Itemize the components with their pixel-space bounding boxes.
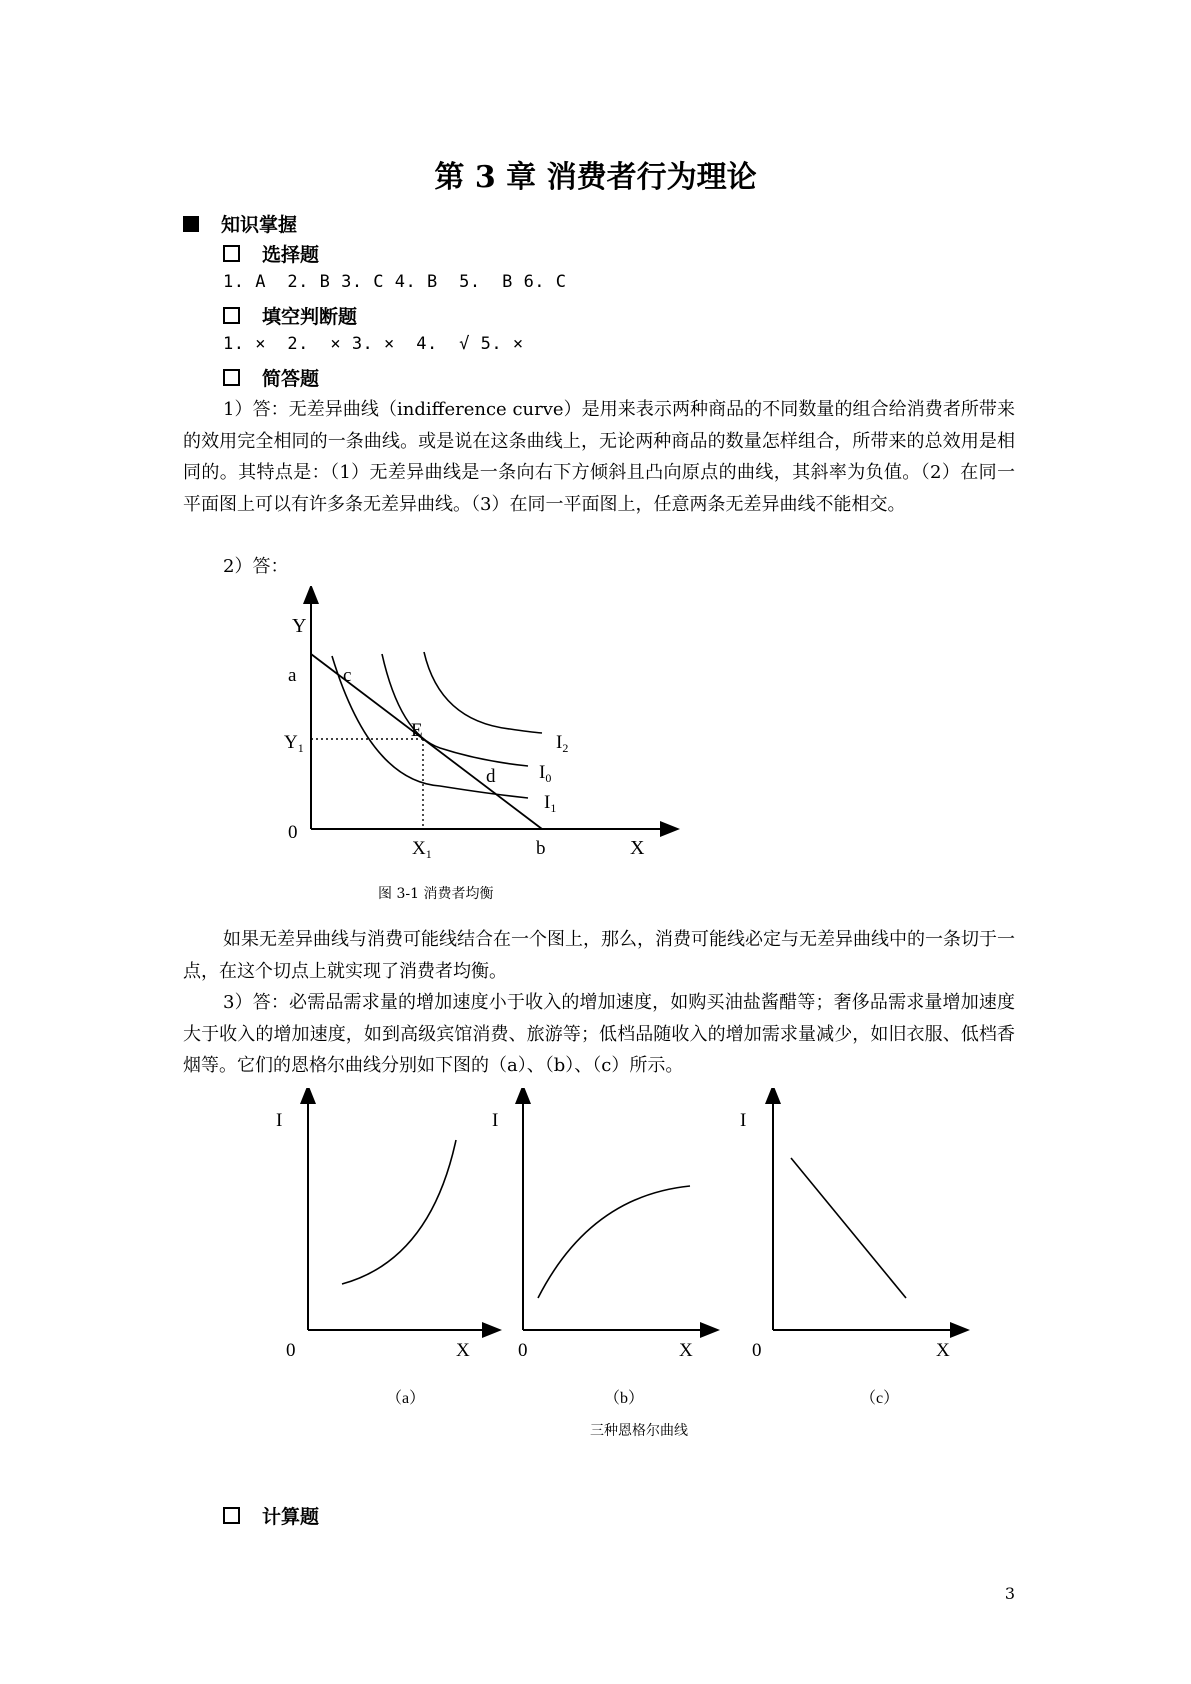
- empty-square-bullet-icon: [223, 307, 240, 324]
- engel-figure-caption: 三种恩格尔曲线: [590, 1423, 688, 1439]
- engel-curve-luxury: [538, 1186, 690, 1298]
- page-number: 3: [1004, 1584, 1015, 1603]
- I0-label: $I_0$: [539, 762, 552, 785]
- choice-answers: 1. A 2. B 3. C 4. B 5. B 6. C: [223, 272, 567, 292]
- panel-b-x-label: X: [679, 1340, 693, 1361]
- point-c-label: c: [343, 665, 352, 686]
- engel-curve-inferior: [791, 1158, 906, 1298]
- point-b-label: b: [536, 838, 546, 859]
- panel-a-y-label: I: [276, 1110, 283, 1131]
- point-E-label: E: [411, 720, 423, 741]
- judge-answers: 1. × 2. × 3. × 4. √ 5. ×: [223, 334, 524, 354]
- indifference-curve-I2: [424, 652, 542, 733]
- panel-a-caption: （a）: [386, 1390, 426, 1407]
- panel-a-x-label: X: [456, 1340, 470, 1361]
- panel-c-x-label: X: [936, 1340, 950, 1361]
- engel-curves-figure: [260, 1088, 980, 1408]
- panel-a-origin: 0: [286, 1340, 296, 1361]
- I2-label: $I_2$: [556, 732, 569, 755]
- figure-3-1-caption: 图 3-1 消费者均衡: [378, 886, 494, 902]
- point-a-label: a: [288, 665, 297, 686]
- filled-square-bullet-icon: [183, 216, 199, 232]
- empty-square-bullet-icon: [223, 1507, 240, 1524]
- judge-heading-text: 填空判断题: [262, 306, 358, 328]
- answer-3-paragraph: 3）答：必需品需求量的增加速度小于收入的增加速度，如购买油盐酱醋等；奢侈品需求量增加速度大于收入的增加速度，如到高级宾馆消费、旅游等；低档品随收入的增加需求量减少，如旧衣服、低档香烟等。它们的恩格尔曲线分别如下图的（a）、（b）、（c）所示。: [183, 992, 1015, 1076]
- x-axis-label: X: [630, 837, 645, 859]
- X1-label: $X_1$: [412, 838, 432, 861]
- short-heading-text: 简答题: [262, 368, 320, 390]
- panel-c-y-label: I: [740, 1110, 747, 1131]
- calc-heading-text: 计算题: [262, 1506, 320, 1528]
- panel-c-origin: 0: [752, 1340, 762, 1361]
- choice-heading-text: 选择题: [262, 244, 320, 266]
- point-d-label: d: [486, 766, 496, 787]
- calc-heading: [223, 1502, 319, 1529]
- chapter-title: 第 3 章 消费者行为理论: [434, 160, 757, 195]
- section-heading-text: 知识掌握: [221, 214, 298, 236]
- empty-square-bullet-icon: [223, 245, 240, 262]
- panel-b-y-label: I: [492, 1110, 499, 1131]
- engel-curve-necessity: [342, 1140, 456, 1284]
- section-heading: [183, 210, 297, 237]
- answer-2-paragraph: 如果无差异曲线与消费可能线结合在一个图上，那么，消费可能线必定与无差异曲线中的一条切于一点，在这个切点上就实现了消费者均衡。: [183, 929, 1015, 982]
- panel-b-caption: （b）: [604, 1390, 645, 1407]
- consumer-equilibrium-figure: [260, 586, 680, 876]
- Y1-label: $Y_1$: [284, 732, 304, 755]
- short-heading: [223, 364, 319, 391]
- panel-b-origin: 0: [518, 1340, 528, 1361]
- y-axis-label: Y: [292, 615, 307, 637]
- origin-label: 0: [288, 822, 298, 843]
- indifference-curve-I0: [382, 654, 528, 766]
- answer-2-label: 2）答：: [223, 556, 289, 577]
- judge-heading: [223, 302, 357, 329]
- empty-square-bullet-icon: [223, 369, 240, 386]
- answer-1-paragraph: 1）答：无差异曲线（indifference curve）是用来表示两种商品的不同数量的组合给消费者所带来的效用完全相同的一条曲线。或是说在这条曲线上，无论两种商品的数量怎样组合，所带来的总效用是相同的。其特点是：（1）无差异曲线是一条向右下方倾斜且凸向原点的曲线，其斜率为负值。（2）在同一平面图上可以有许多条无差异曲线。（3）在同一平面图上，任意两条无差异曲线不能相交。: [183, 399, 1015, 515]
- I1-label: $I_1$: [544, 792, 557, 815]
- panel-c-caption: （c）: [860, 1390, 900, 1407]
- choice-heading: [223, 240, 319, 267]
